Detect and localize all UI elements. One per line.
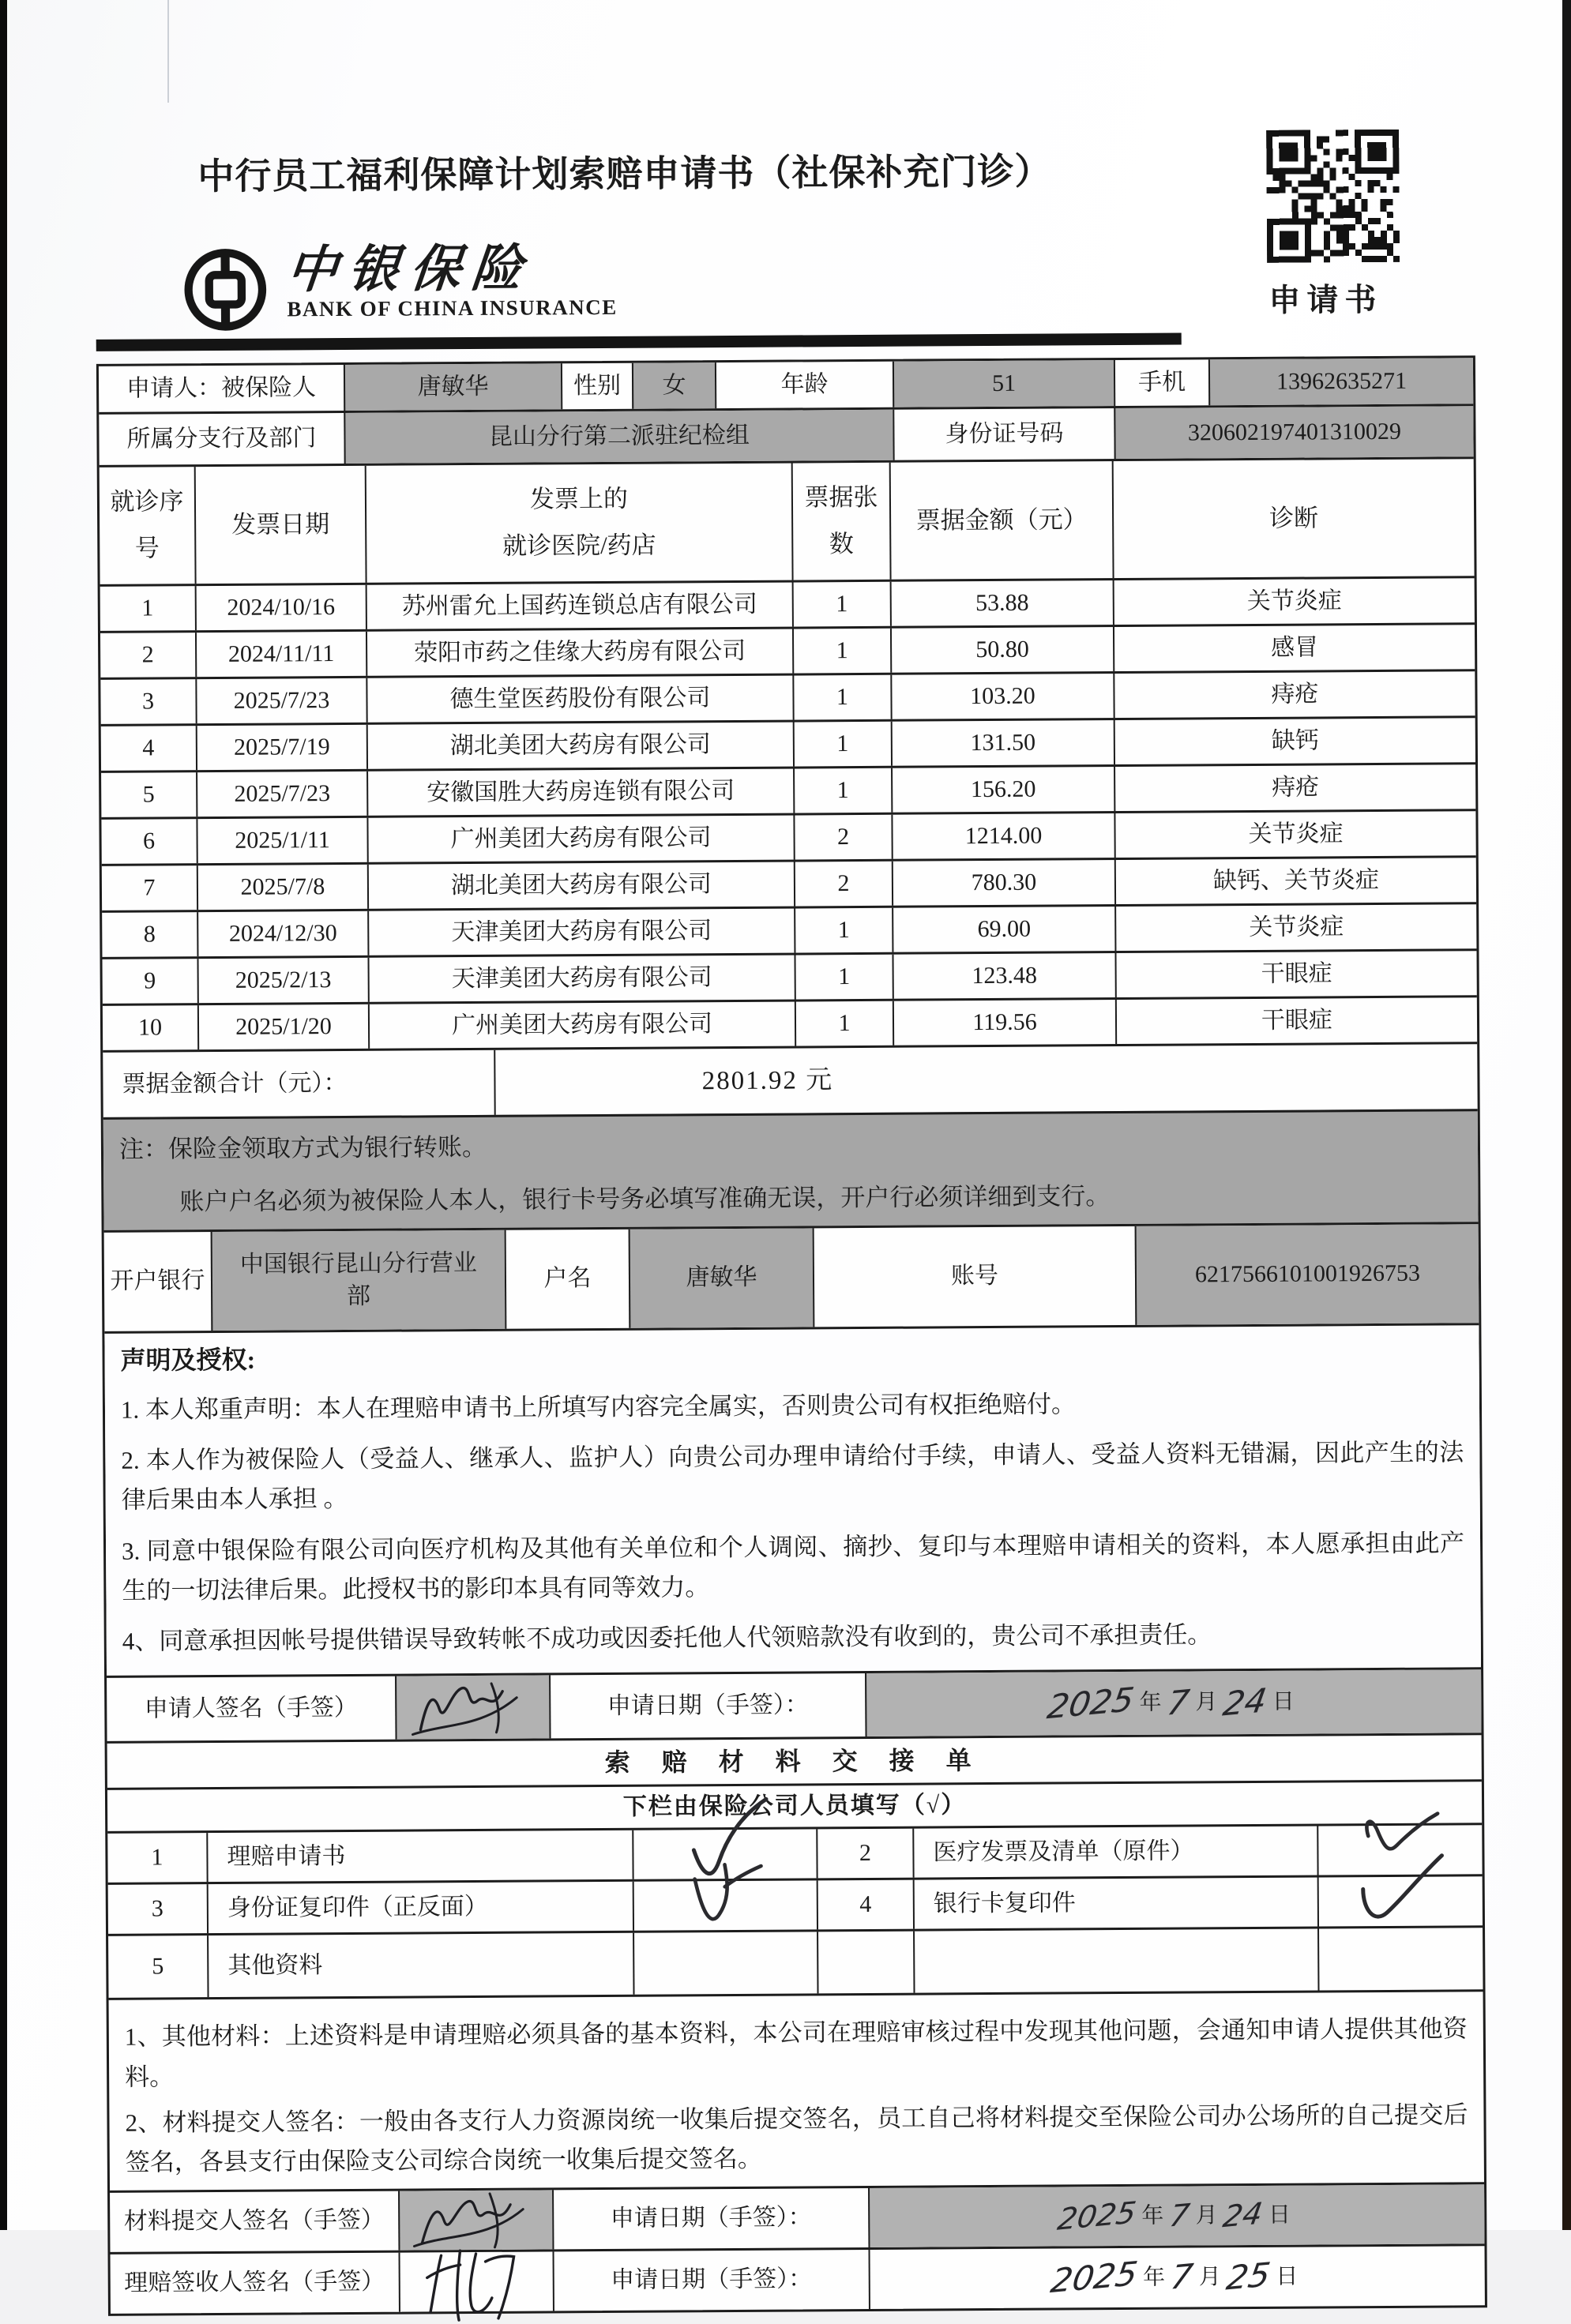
cell-seq: 1	[141, 595, 154, 621]
cell-date: 2024/10/16	[195, 585, 366, 630]
receiver-date-label: 申请日期（手签）：	[553, 2250, 869, 2311]
header-divider-bar	[96, 333, 1182, 351]
cell-date: 2024/12/30	[197, 911, 367, 956]
claim-form-table	[96, 355, 1487, 2316]
table-row	[101, 762, 1475, 817]
date-year: 2025	[1048, 2254, 1141, 2301]
cell-seq: 5	[142, 781, 155, 808]
phone-value: 13962635271	[1208, 358, 1473, 405]
cell-amount: 156.20	[891, 767, 1114, 813]
cell-provider: 湖北美团大药房有限公司	[366, 723, 793, 769]
cell-seq: 8	[143, 921, 156, 948]
cell-count: 1	[792, 675, 890, 720]
cell-amount: 53.88	[890, 580, 1113, 626]
cell-count: 1	[795, 1001, 893, 1046]
cell-amount: 119.56	[893, 1000, 1115, 1046]
item-no	[817, 1932, 913, 1994]
total-row	[103, 1042, 1477, 1117]
cell-diagnosis: 痔疮	[1113, 671, 1475, 718]
item-no: 2	[816, 1829, 912, 1879]
account-name-label: 户名	[505, 1230, 630, 1329]
cell-provider: 荥阳市药之佳缘大药房有限公司	[366, 629, 792, 676]
applicant-label: 申请人：被保险人	[126, 374, 317, 402]
cell-amount: 780.30	[892, 860, 1114, 906]
cell-provider: 苏州雷允上国药连锁总店有限公司	[366, 583, 792, 629]
item-no: 5	[152, 1953, 164, 1980]
date-year: 2025	[1045, 1680, 1137, 1727]
branch-value: 昆山分行第二派驻纪检组	[344, 410, 893, 464]
invoice-header-row	[100, 456, 1475, 584]
gender-label: 性别	[561, 363, 632, 410]
cell-provider: 安徽国胜大药房连锁有限公司	[366, 769, 793, 816]
account-no: 6217566101001926753	[1135, 1224, 1479, 1325]
cell-diagnosis: 关节炎症	[1113, 578, 1475, 625]
age-label: 年龄	[715, 362, 893, 408]
header-seq: 就诊序号	[110, 487, 184, 562]
note-line-2: 账户户名必须为被保险人本人，银行卡号务必填写准确无误，开户行必须详细到支行。	[179, 1182, 1111, 1216]
phone-label: 手机	[1114, 359, 1208, 406]
cell-amount: 103.20	[890, 674, 1113, 719]
form-sheet	[1, 0, 1569, 2301]
handover-notes	[109, 1990, 1484, 2191]
receiver-sign-label: 理赔签收人签名（手签）	[124, 2269, 385, 2297]
cell-seq: 3	[141, 688, 155, 715]
applicant-signature	[395, 1676, 549, 1740]
cell-amount: 50.80	[890, 627, 1113, 673]
checklist-row	[108, 1875, 1483, 1935]
cell-diagnosis: 关节炎症	[1114, 811, 1475, 858]
table-row	[100, 669, 1475, 724]
table-row	[100, 576, 1475, 631]
cell-date: 2025/7/23	[195, 678, 366, 723]
applicant-name: 唐敏华	[344, 363, 561, 411]
handover-subtitle-row	[107, 1780, 1482, 1832]
item-checkbox	[1317, 1877, 1483, 1927]
cell-provider: 天津美团大药房有限公司	[367, 909, 794, 956]
scan-edge-right	[1562, 0, 1571, 2230]
date-day: 24	[1220, 2195, 1265, 2235]
declaration-heading: 声明及授权:	[120, 1345, 256, 1375]
table-row	[102, 948, 1476, 1004]
item-label: 银行卡复印件	[913, 1878, 1317, 1929]
note-line-1: 注：保险金领取方式为银行转账。	[118, 1132, 487, 1163]
scanned-page	[6, 0, 1561, 2301]
checkmark-icon	[682, 1855, 769, 1943]
cell-amount: 1214.00	[891, 813, 1114, 859]
cell-provider: 德生堂医药股份有限公司	[366, 676, 792, 723]
item-checkbox	[633, 1932, 817, 1995]
table-row	[102, 855, 1476, 910]
cell-seq: 2	[141, 641, 154, 668]
item-label: 其他资料	[207, 1933, 633, 1997]
cell-seq: 9	[144, 967, 156, 994]
cell-diagnosis: 缺钙	[1114, 718, 1475, 764]
cell-count: 1	[792, 582, 890, 627]
item-label: 理赔申请书	[206, 1830, 632, 1882]
handover-note: 1、其他材料：上述资料是申请理赔必须具备的基本资料，本公司在理赔审核过程中发现其他问题，会通知申请人提供其他资料。	[124, 2014, 1468, 2091]
bank-of-china-icon	[181, 246, 270, 335]
account-no-label: 账号	[813, 1226, 1136, 1327]
applicant-sign-label: 申请人签名（手签）	[144, 1694, 358, 1722]
cell-diagnosis: 干眼症	[1115, 997, 1477, 1044]
page-title: 中行员工福利保障计划索赔申请书（社保补充门诊）	[197, 151, 1052, 197]
bank-label: 开户银行	[110, 1267, 205, 1295]
cell-count: 2	[794, 862, 892, 907]
cell-provider: 湖北美团大药房有限公司	[367, 862, 794, 909]
boc-insurance-logo	[181, 240, 618, 334]
cell-amount: 131.50	[891, 720, 1114, 766]
date-month: 7	[1168, 2256, 1196, 2298]
table-row	[101, 809, 1475, 864]
logo-chinese-name: 中银保险	[284, 240, 536, 298]
logo-english-name: BANK OF CHINA INSURANCE	[287, 295, 618, 321]
header-diagnosis: 诊断	[1112, 459, 1475, 578]
cell-count: 1	[794, 955, 892, 1000]
checkmark-icon	[1353, 1851, 1449, 1939]
item-label: 医疗发票及清单（原件）	[912, 1827, 1317, 1878]
cell-diagnosis: 感冒	[1113, 625, 1475, 671]
receiver-signature-row	[111, 2243, 1485, 2314]
table-row	[100, 622, 1475, 678]
submitter-date-value: 2025 年 7 月 24 日	[868, 2184, 1484, 2247]
checklist-row	[107, 1823, 1482, 1883]
qr-code	[1266, 130, 1400, 263]
cell-provider: 广州美团大药房有限公司	[366, 816, 793, 862]
handover-title: 索 赔 材 料 交 接 单	[604, 1745, 984, 1777]
cell-diagnosis: 干眼症	[1114, 951, 1476, 997]
cell-date: 2025/7/8	[197, 865, 367, 910]
item-checkbox	[633, 1881, 817, 1931]
item-no: 3	[151, 1895, 163, 1922]
form-type-label: 申请书	[1268, 281, 1383, 318]
cell-date: 2025/1/20	[197, 1004, 368, 1049]
header-amount: 票据金额（元）	[889, 461, 1113, 580]
declaration-item: 3. 同意中银保险有限公司向医疗机构及其他有关单位和个人调阅、摘抄、复印与本理赔申请相关的资料，本人愿承担由此产生的一切法律后果。此授权书的影印本具有同等效力。	[121, 1529, 1465, 1605]
cell-diagnosis: 痔疮	[1114, 764, 1475, 811]
handover-subtitle: 下栏由保险公司人员填写（√）	[622, 1792, 967, 1820]
cell-amount: 123.48	[892, 953, 1114, 999]
bank-name: 中国银行昆山分行营业部	[211, 1230, 506, 1331]
table-row	[101, 715, 1475, 771]
date-month: 7	[1164, 1682, 1193, 1723]
table-row	[103, 995, 1477, 1050]
date-day: 24	[1220, 1680, 1270, 1724]
payment-note-row	[103, 1109, 1479, 1230]
cell-seq: 7	[143, 874, 156, 901]
date-month: 7	[1167, 2197, 1193, 2234]
declaration-section	[104, 1323, 1481, 1676]
cell-date: 2025/2/13	[197, 958, 368, 1003]
id-label: 身份证号码	[893, 408, 1114, 460]
item-checkbox	[1317, 1928, 1483, 1991]
item-label	[913, 1929, 1317, 1993]
total-label: 票据金额合计（元）：	[122, 1069, 348, 1098]
receiver-date-value: 2025 年 7 月 25 日	[869, 2246, 1485, 2309]
age-value: 51	[893, 360, 1114, 407]
scan-edge-left	[0, 0, 7, 2230]
cell-seq: 10	[137, 1014, 163, 1041]
declaration-item: 4、同意承担因帐号提供错误导致转帐不成功或因委托他人代领赔款没有收到的，贵公司不承担责任。	[122, 1620, 1212, 1655]
cell-diagnosis: 缺钙、关节炎症	[1114, 858, 1476, 904]
item-no: 1	[151, 1844, 163, 1871]
item-no: 4	[817, 1880, 913, 1930]
cell-provider: 天津美团大药房有限公司	[367, 956, 794, 1002]
date-day: 25	[1223, 2255, 1273, 2298]
cell-date: 2025/1/11	[196, 818, 366, 863]
date-year: 2025	[1055, 2194, 1139, 2237]
cell-seq: 4	[142, 734, 155, 761]
cell-count: 1	[793, 768, 891, 813]
handover-title-row	[107, 1733, 1482, 1789]
checklist-row	[108, 1926, 1483, 1999]
cell-count: 1	[793, 722, 891, 767]
cell-count: 1	[792, 629, 890, 674]
header-provider: 发票上的 就诊医院/药店	[365, 464, 792, 583]
submitter-sign-label: 材料提交人签名（手签）	[123, 2207, 385, 2236]
submitter-signature-row	[110, 2182, 1484, 2252]
cell-amount: 69.00	[892, 907, 1114, 952]
cell-provider: 广州美团大药房有限公司	[368, 1002, 795, 1049]
receiver-signature	[399, 2252, 553, 2312]
table-row	[102, 902, 1476, 957]
branch-label: 所属分支行及部门	[126, 424, 317, 452]
account-name: 唐敏华	[629, 1228, 814, 1327]
total-value: 2801.92 元	[494, 1044, 1477, 1115]
handover-note: 2、材料提交人签名：一般由各支行人力资源岗统一收集后提交签名，员工自己将材料提交至保险公司办公场所的自己提交后签名，各县支行由保险支公司综合岗统一收集后提交签名。	[125, 2101, 1468, 2176]
cell-date: 2025/7/19	[196, 725, 366, 770]
declaration-item: 2. 本人作为被保险人（受益人、继承人、监护人）向贵公司办理申请给付手续，申请人、受益人资料无错漏，因此产生的法律后果由本人承担 。	[121, 1438, 1464, 1515]
cell-date: 2024/11/11	[195, 632, 366, 677]
item-label: 身份证复印件（正反面）	[207, 1882, 633, 1933]
applicant-date-value: 2025 年 7 月 24 日	[865, 1670, 1481, 1737]
branch-info-row	[99, 404, 1473, 465]
cell-date: 2025/7/23	[196, 772, 366, 817]
applicant-info-row	[99, 358, 1473, 412]
cell-count: 1	[794, 908, 892, 953]
cell-diagnosis: 关节炎症	[1114, 904, 1476, 951]
applicant-signature-row	[107, 1668, 1481, 1742]
cell-seq: 6	[142, 828, 156, 854]
header-date: 发票日期	[194, 466, 366, 584]
declaration-item: 1. 本人郑重声明：本人在理赔申请书上所填写内容完全属实，否则贵公司有权拒绝赔付。	[120, 1390, 1077, 1424]
bank-info-row	[104, 1222, 1479, 1331]
id-value: 320602197401310029	[1114, 406, 1473, 459]
submitter-date-label: 申请日期（手签）：	[552, 2188, 868, 2249]
cell-count: 2	[793, 815, 891, 860]
gender-value: 女	[632, 362, 715, 409]
applicant-date-label: 申请日期（手签）：	[549, 1673, 865, 1738]
header-count: 票据张数	[791, 463, 890, 580]
